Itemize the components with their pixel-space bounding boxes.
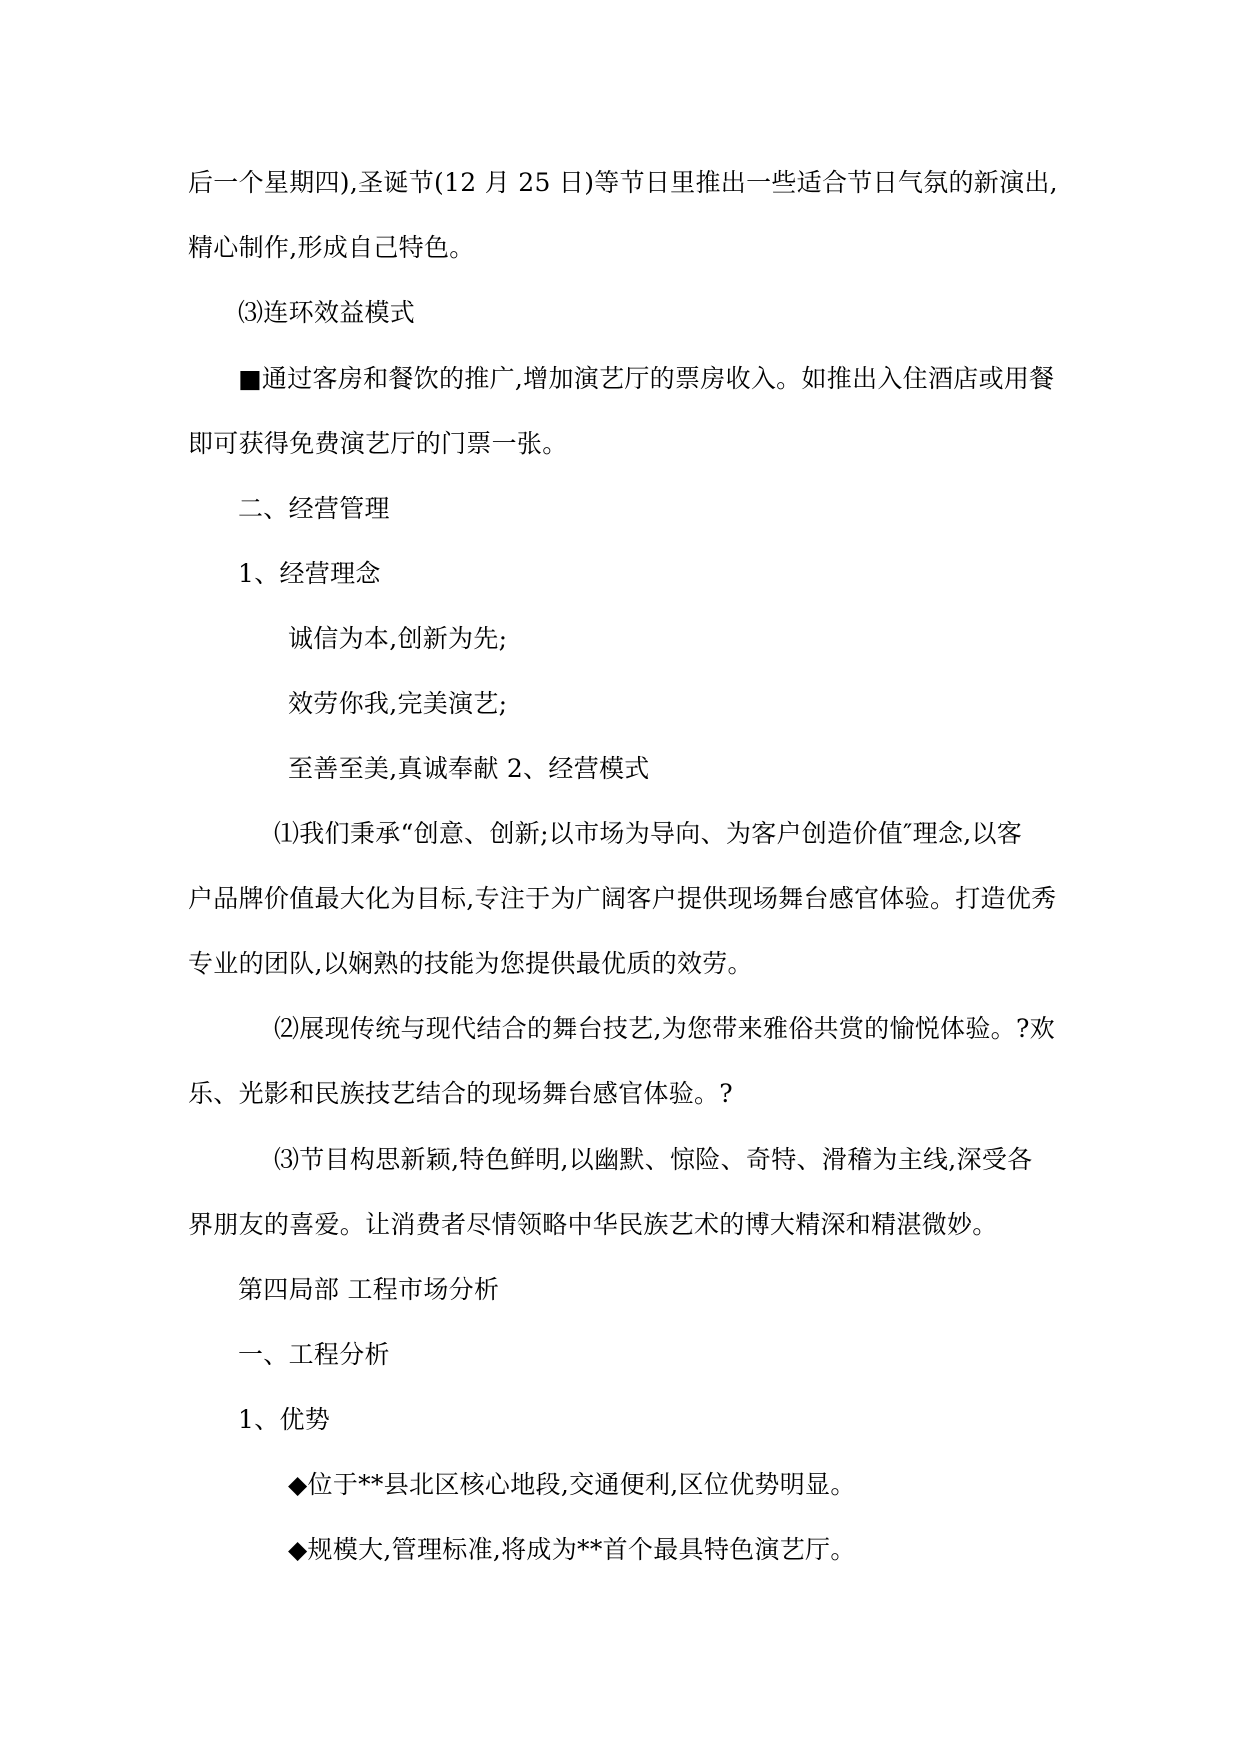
paragraph-line: ⑶节目构思新颖,特色鲜明,以幽默、惊险、奇特、滑稽为主线,深受各 (274, 1145, 1033, 1174)
section-heading: 二、经营管理 (238, 494, 390, 523)
paragraph-line: ⑴我们秉承“创意、创新;以市场为导向、为客户创造价值″理念,以客 (274, 819, 1023, 848)
motto-line: 效劳你我,完美演艺; (288, 689, 508, 718)
paragraph-line: 即可获得免费演艺厅的门票一张。 (188, 429, 568, 458)
paragraph-line: 后一个星期四),圣诞节(12 月 25 日)等节日里推出一些适合节日气氛的新演出, (188, 168, 1058, 197)
section-heading: 一、工程分析 (238, 1340, 390, 1369)
section-heading: 1、经营理念 (238, 559, 381, 588)
paragraph-line: 精心制作,形成自己特色。 (188, 233, 475, 262)
paragraph-line: 界朋友的喜爱。让消费者尽情领略中华民族艺术的博大精深和精湛微妙。 (188, 1210, 998, 1239)
chapter-heading: 第四局部 工程市场分析 (238, 1275, 500, 1304)
paragraph-line: ■通过客房和餐饮的推广,增加演艺厅的票房收入。如推出入住酒店或用餐 (238, 364, 1055, 393)
motto-line: 诚信为本,创新为先; (288, 624, 508, 653)
section-heading: ⑶连环效益模式 (238, 298, 416, 327)
paragraph-line: 乐、光影和民族技艺结合的现场舞台感官体验。? (188, 1079, 734, 1108)
bullet-item: ◆位于**县北区核心地段,交通便利,区位优势明显。 (288, 1470, 856, 1499)
paragraph-line: 户品牌价值最大化为目标,专注于为广阔客户提供现场舞台感官体验。打造优秀 (188, 884, 1057, 913)
paragraph-line: 专业的团队,以娴熟的技能为您提供最优质的效劳。 (188, 949, 753, 978)
bullet-item: ◆规模大,管理标准,将成为**首个最具特色演艺厅。 (288, 1535, 856, 1564)
motto-line: 至善至美,真诚奉献 2、经营模式 (288, 754, 650, 783)
section-heading: 1、优势 (238, 1405, 331, 1434)
paragraph-line: ⑵展现传统与现代结合的舞台技艺,为您带来雅俗共赏的愉悦体验。?欢 (274, 1014, 1055, 1043)
